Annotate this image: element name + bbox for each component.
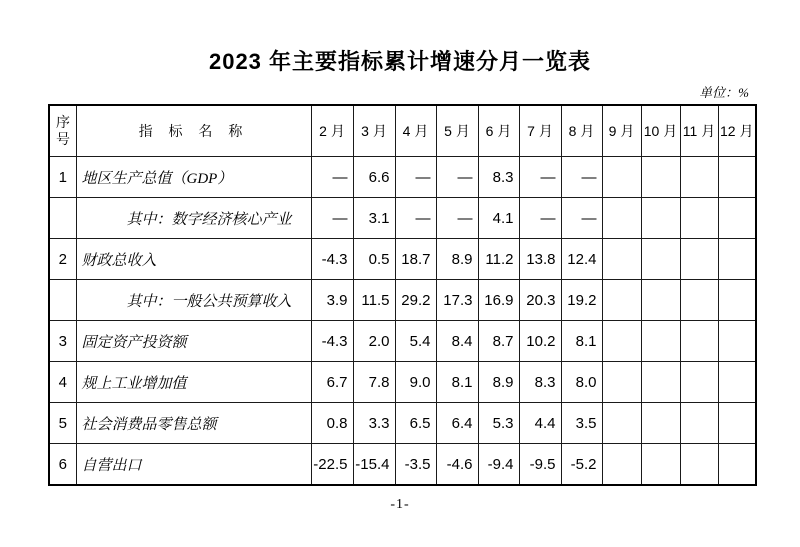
indicator-name-cell: 自营出口 — [76, 444, 311, 486]
value-cell: -4.6 — [436, 444, 478, 486]
value-cell — [602, 444, 641, 486]
value-cell: -9.4 — [478, 444, 519, 486]
column-header-month: 10 月 — [641, 105, 680, 157]
value-cell: 3.3 — [353, 403, 395, 444]
indicator-name-cell: 社会消费品零售总额 — [76, 403, 311, 444]
row-seq-cell: 1 — [49, 157, 76, 198]
value-cell — [680, 198, 718, 239]
column-header-month: 3 月 — [353, 105, 395, 157]
value-cell — [602, 280, 641, 321]
value-cell: 4.4 — [519, 403, 561, 444]
value-cell: -15.4 — [353, 444, 395, 486]
row-seq-cell: 4 — [49, 362, 76, 403]
table-row — [49, 198, 756, 239]
row-seq-cell: 2 — [49, 239, 76, 280]
value-cell: -4.3 — [311, 321, 353, 362]
value-cell: 17.3 — [436, 280, 478, 321]
value-cell — [602, 157, 641, 198]
value-cell — [641, 362, 680, 403]
value-cell — [718, 321, 756, 362]
table-row — [49, 321, 756, 362]
value-cell: — — [519, 198, 561, 239]
value-cell: 8.0 — [561, 362, 602, 403]
value-cell — [680, 157, 718, 198]
indicator-name-cell: 地区生产总值（GDP） — [76, 157, 311, 198]
value-cell: 3.1 — [353, 198, 395, 239]
column-header-month: 2 月 — [311, 105, 353, 157]
table-row — [49, 444, 756, 486]
value-cell — [641, 157, 680, 198]
indicator-name-cell: 财政总收入 — [76, 239, 311, 280]
value-cell: 4.1 — [478, 198, 519, 239]
value-cell: 29.2 — [395, 280, 436, 321]
value-cell: — — [436, 198, 478, 239]
indicator-name-cell: 其中：一般公共预算收入 — [76, 280, 311, 321]
value-cell: 8.3 — [519, 362, 561, 403]
value-cell: — — [561, 157, 602, 198]
value-cell: 2.0 — [353, 321, 395, 362]
row-seq-cell — [49, 280, 76, 321]
value-cell: 11.2 — [478, 239, 519, 280]
value-cell: -5.2 — [561, 444, 602, 486]
column-header-month: 4 月 — [395, 105, 436, 157]
indicator-name-cell: 固定资产投资额 — [76, 321, 311, 362]
value-cell — [680, 362, 718, 403]
column-header-month: 9 月 — [602, 105, 641, 157]
row-seq-cell: 3 — [49, 321, 76, 362]
table-row — [49, 362, 756, 403]
value-cell — [680, 321, 718, 362]
value-cell — [680, 444, 718, 486]
table-row — [49, 157, 756, 198]
page-title: 2023 年主要指标累计增速分月一览表 — [208, 49, 592, 74]
value-cell: 8.9 — [436, 239, 478, 280]
value-cell — [602, 239, 641, 280]
value-cell: — — [311, 157, 353, 198]
value-cell: 18.7 — [395, 239, 436, 280]
value-cell: 6.6 — [353, 157, 395, 198]
table-row — [49, 239, 756, 280]
value-cell: -4.3 — [311, 239, 353, 280]
value-cell — [718, 362, 756, 403]
column-header-indicator: 指 标 名 称 — [76, 105, 311, 157]
value-cell: 0.5 — [353, 239, 395, 280]
value-cell: 8.4 — [436, 321, 478, 362]
indicator-name-cell: 其中：数字经济核心产业 — [76, 198, 311, 239]
value-cell — [718, 444, 756, 486]
value-cell — [641, 403, 680, 444]
page-number: -1- — [390, 497, 410, 512]
value-cell: 3.5 — [561, 403, 602, 444]
value-cell — [641, 321, 680, 362]
value-cell: -3.5 — [395, 444, 436, 486]
value-cell — [602, 362, 641, 403]
value-cell: 12.4 — [561, 239, 602, 280]
value-cell: 3.9 — [311, 280, 353, 321]
value-cell: 11.5 — [353, 280, 395, 321]
value-cell — [641, 280, 680, 321]
value-cell — [718, 157, 756, 198]
value-cell: 8.9 — [478, 362, 519, 403]
value-cell — [680, 403, 718, 444]
value-cell: 6.5 — [395, 403, 436, 444]
value-cell: 16.9 — [478, 280, 519, 321]
value-cell — [641, 239, 680, 280]
row-seq-cell — [49, 198, 76, 239]
value-cell: — — [436, 157, 478, 198]
column-header-month: 12 月 — [718, 105, 756, 157]
value-cell: 19.2 — [561, 280, 602, 321]
unit-label: 单位：% — [699, 85, 749, 100]
value-cell: 5.3 — [478, 403, 519, 444]
value-cell: 8.1 — [436, 362, 478, 403]
table-row — [49, 403, 756, 444]
column-header-seq: 序号 — [49, 105, 76, 157]
value-cell: — — [519, 157, 561, 198]
column-header-month: 11 月 — [680, 105, 718, 157]
value-cell: -9.5 — [519, 444, 561, 486]
table-header-row — [49, 105, 756, 157]
value-cell — [602, 403, 641, 444]
value-cell: — — [395, 157, 436, 198]
value-cell: 8.1 — [561, 321, 602, 362]
value-cell: — — [561, 198, 602, 239]
value-cell — [641, 444, 680, 486]
column-header-month: 5 月 — [436, 105, 478, 157]
value-cell: -22.5 — [311, 444, 353, 486]
value-cell: — — [311, 198, 353, 239]
value-cell: — — [395, 198, 436, 239]
value-cell — [602, 321, 641, 362]
row-seq-cell: 6 — [49, 444, 76, 486]
value-cell — [602, 198, 641, 239]
value-cell: 8.3 — [478, 157, 519, 198]
value-cell: 13.8 — [519, 239, 561, 280]
value-cell — [641, 198, 680, 239]
column-header-month: 8 月 — [561, 105, 602, 157]
value-cell: 7.8 — [353, 362, 395, 403]
value-cell — [718, 280, 756, 321]
value-cell — [718, 403, 756, 444]
value-cell — [680, 280, 718, 321]
table-row — [49, 280, 756, 321]
value-cell — [718, 239, 756, 280]
value-cell: 6.4 — [436, 403, 478, 444]
value-cell: 0.8 — [311, 403, 353, 444]
row-seq-cell: 5 — [49, 403, 76, 444]
value-cell: 5.4 — [395, 321, 436, 362]
value-cell: 10.2 — [519, 321, 561, 362]
value-cell — [718, 198, 756, 239]
value-cell: 6.7 — [311, 362, 353, 403]
value-cell: 8.7 — [478, 321, 519, 362]
column-header-month: 6 月 — [478, 105, 519, 157]
column-header-month: 7 月 — [519, 105, 561, 157]
indicators-table — [48, 104, 757, 486]
value-cell — [680, 239, 718, 280]
value-cell: 9.0 — [395, 362, 436, 403]
indicator-name-cell: 规上工业增加值 — [76, 362, 311, 403]
value-cell: 20.3 — [519, 280, 561, 321]
